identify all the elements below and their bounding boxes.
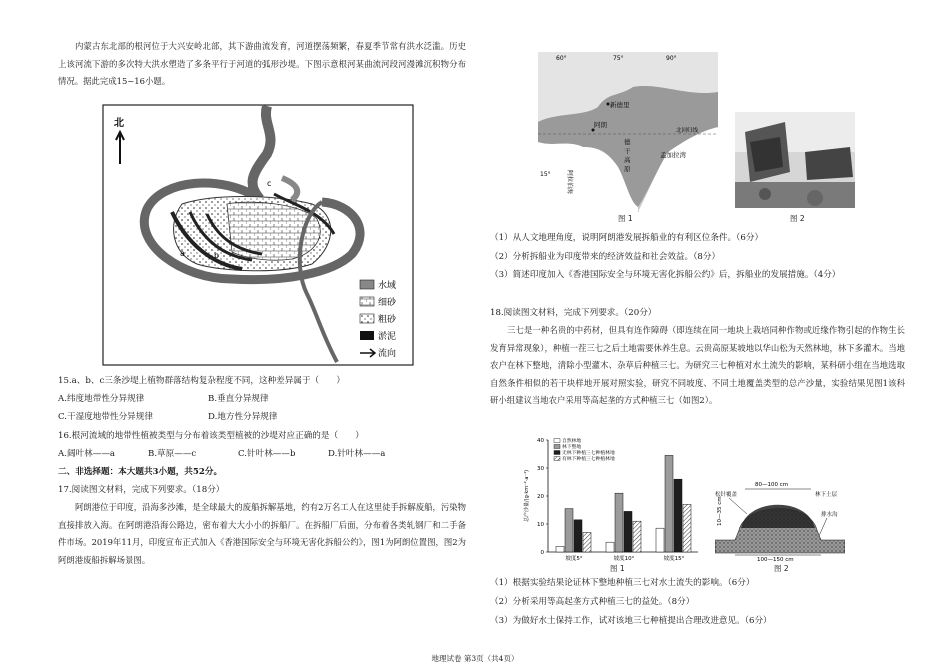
q15-option-b[interactable]: B.垂直分异规律 [208, 394, 269, 404]
section-2-heading: 二、非选择题：本大题共3小题，共52分。 [58, 467, 223, 477]
x-category-label: 坡度5° [565, 556, 583, 562]
sediment-bar-chart [520, 434, 700, 564]
q15-option-c[interactable]: C.干湿度地带性分异规律 [58, 412, 153, 422]
q18-sub3: （3）为做好水土保持工作，试对该地三七种植提出合理改进意见。（6分） [490, 616, 772, 626]
q15-options [58, 390, 358, 426]
q16-option-c[interactable]: C.针叶林——b [238, 449, 296, 459]
y-axis-label: 总产沙量/(g·km⁻²·a⁻¹) [524, 469, 530, 523]
map-label-new-delhi: 新德里 [610, 101, 630, 109]
legend-label: 无林下种植三七种植林地 [562, 451, 615, 456]
legend-fine-sand: 细砂 [378, 298, 397, 308]
ridge-soil-label: 林下土层 [815, 492, 838, 498]
y-tick-label: 40 [537, 438, 544, 444]
ridge-a-label: a [180, 249, 185, 258]
north-label: 北 [114, 118, 124, 129]
q17-paragraph: 阿朗港位于印度，沿海多沙滩，是全球最大的废船拆解基地，约有2万名工人在这里徒手拆解废船，污染物直接排放入海。在阿朗港沿海公路边，密布着大大小小的拆船厂。在拆船厂后面，分布着各类轧钢厂和二手备件市场。2019年11月，印度宣布正式加入《香港国际安全与环境无害化拆船公约》，图1为阿朗位置图，图2为阿朗港废船拆解场景图。 [58, 502, 466, 565]
ridge-base-width: 100—150 cm [757, 557, 794, 563]
shipbreaking-photo [735, 112, 855, 208]
bar-4 [633, 521, 641, 552]
q16-option-a[interactable]: A.阔叶林——a [58, 449, 116, 459]
ridge-cross-section-diagram [715, 478, 845, 563]
bar-3 [674, 479, 682, 552]
q17-fig1-caption: 图 1 [618, 214, 633, 223]
y-tick-label: 0 [540, 550, 544, 556]
map-label-arabian-sea: 阿拉伯海 [566, 170, 573, 195]
bar-1 [606, 542, 614, 552]
intro-paragraph: 内蒙古东北部的根河位于大兴安岭北部，其下游曲流发育，河道摆荡频繁，春夏季节常有洪水泛滥。历史上该河流下游的多次特大洪水塑造了多条平行于河道的弧形沙堤。下图示意根河某曲流河段河漫滩沉积物分布情况。据此完成15~16小题。 [58, 41, 466, 86]
x-category-label: 坡度10° [613, 556, 635, 562]
legend-label: 有林下种植三七种植林地 [562, 457, 615, 462]
ridge-b-label: b [214, 251, 220, 260]
bar-2 [665, 455, 673, 552]
legend-swatch [554, 439, 560, 443]
bar-2 [615, 493, 623, 552]
legend-swatch [554, 445, 560, 449]
q18-paragraph: 三七是一种名贵的中药材，但具有连作障碍（即连续在同一地块上栽培同种作物或近缘作物引起的作物生长发育异常现象），种植一茬三七之后土地需要休养生息。云贵高原某坡地以华山松为天然林地，林下多灌木。当地农户在林下整地，清除小型灌木、杂草后种植三七。为研究三七种植对水土流失的影响，某科研小组在当地选取自然条件相似的若干块样地开展对照实验，研究不同坡度、不同土地覆盖类型的总产沙量，实验结果见图1该科研小组建议当地农户采用等高起垄的方式种植三七（如图2）。 [490, 325, 905, 405]
svg-text:高: 高 [624, 156, 631, 164]
q18-fig1-caption: 图 1 [610, 564, 625, 573]
river-floodplain-map [102, 104, 414, 366]
ridge-ditch-label: 排水沟 [821, 512, 838, 518]
q17-fig2-caption: 图 2 [790, 214, 805, 223]
ridge-height-label: 10—35 cm [717, 496, 723, 526]
svg-text:干: 干 [624, 147, 631, 155]
q18-sub1: （1）根据实验结果论证林下整地种植三七对水土流失的影响。（6分） [490, 578, 755, 588]
q15-option-a[interactable]: A.纬度地带性分异规律 [58, 394, 145, 404]
bar-3 [624, 511, 632, 552]
ridge-canopy-label: 松针覆盖 [715, 492, 738, 498]
bar-4 [683, 504, 691, 552]
q17-sub2: （2）分析拆船业为印度带来的经济效益和社会效益。（8分） [490, 252, 721, 262]
x-category-label: 坡度15° [663, 556, 685, 562]
ridge-c-label: c [267, 179, 272, 188]
ridge-top-width: 80—100 cm [755, 482, 789, 488]
q16-options [58, 445, 418, 463]
legend-flow: 流向 [378, 349, 397, 359]
bar-2 [565, 509, 573, 552]
svg-text:75°: 75° [613, 55, 624, 62]
page-footer: 地理试卷 第3页（共4页） [431, 654, 519, 663]
q18-stem: 18.阅读图文材料，完成下列要求。（20分） [490, 308, 657, 318]
svg-text:原: 原 [624, 165, 631, 173]
legend-label: 自然林地 [562, 439, 582, 444]
q15-option-d[interactable]: D.地方性分异规律 [208, 412, 278, 422]
svg-text:德: 德 [624, 138, 631, 146]
legend-silt: 淤泥 [378, 332, 397, 342]
bar-1 [556, 546, 564, 552]
svg-text:60°: 60° [556, 55, 567, 62]
q16-option-d[interactable]: D.针叶林——a [328, 449, 386, 459]
y-tick-label: 10 [537, 522, 544, 528]
svg-text:北回归线: 北回归线 [676, 128, 699, 134]
legend-swatch [554, 457, 560, 461]
bar-4 [583, 532, 591, 552]
map-label-alang: 阿朗 [594, 121, 607, 129]
q16-stem: 16.根河流域的地带性植被类型与分布着该类型植被的沙堤对应正确的是（ ） [58, 431, 364, 441]
svg-text:15°: 15° [540, 171, 551, 178]
q17-stem: 17.阅读图文材料，完成下列要求。（18分） [58, 485, 225, 495]
bar-3 [574, 520, 582, 552]
india-location-map [538, 52, 718, 212]
q17-sub1: （1）从人文地理角度，说明阿朗港发展拆船业的有利区位条件。（6分） [490, 233, 764, 243]
legend-coarse-sand: 粗砂 [378, 315, 397, 325]
map-label-bay-of-bengal: 孟加拉湾 [660, 151, 686, 159]
legend-water: 水域 [378, 281, 397, 291]
q16-option-b[interactable]: B.草原——c [148, 449, 197, 459]
q18-fig2-caption: 图 2 [774, 564, 789, 573]
legend-label: 林下整地 [562, 445, 582, 450]
q15-stem: 15.a、b、c三条沙堤上植物群落结构复杂程度不同，这种差异属于（ ） [58, 376, 345, 386]
y-tick-label: 20 [537, 494, 544, 500]
svg-text:90°: 90° [666, 55, 677, 62]
q17-sub3: （3）简述印度加入《香港国际安全与环境无害化拆船公约》后，拆船业的发展措施。（4分） [490, 270, 841, 280]
bar-1 [656, 528, 664, 552]
y-tick-label: 30 [537, 466, 544, 472]
legend-swatch [554, 451, 560, 455]
q18-sub2: （2）分析采用等高起垄方式种植三七的益处。（8分） [490, 597, 695, 607]
